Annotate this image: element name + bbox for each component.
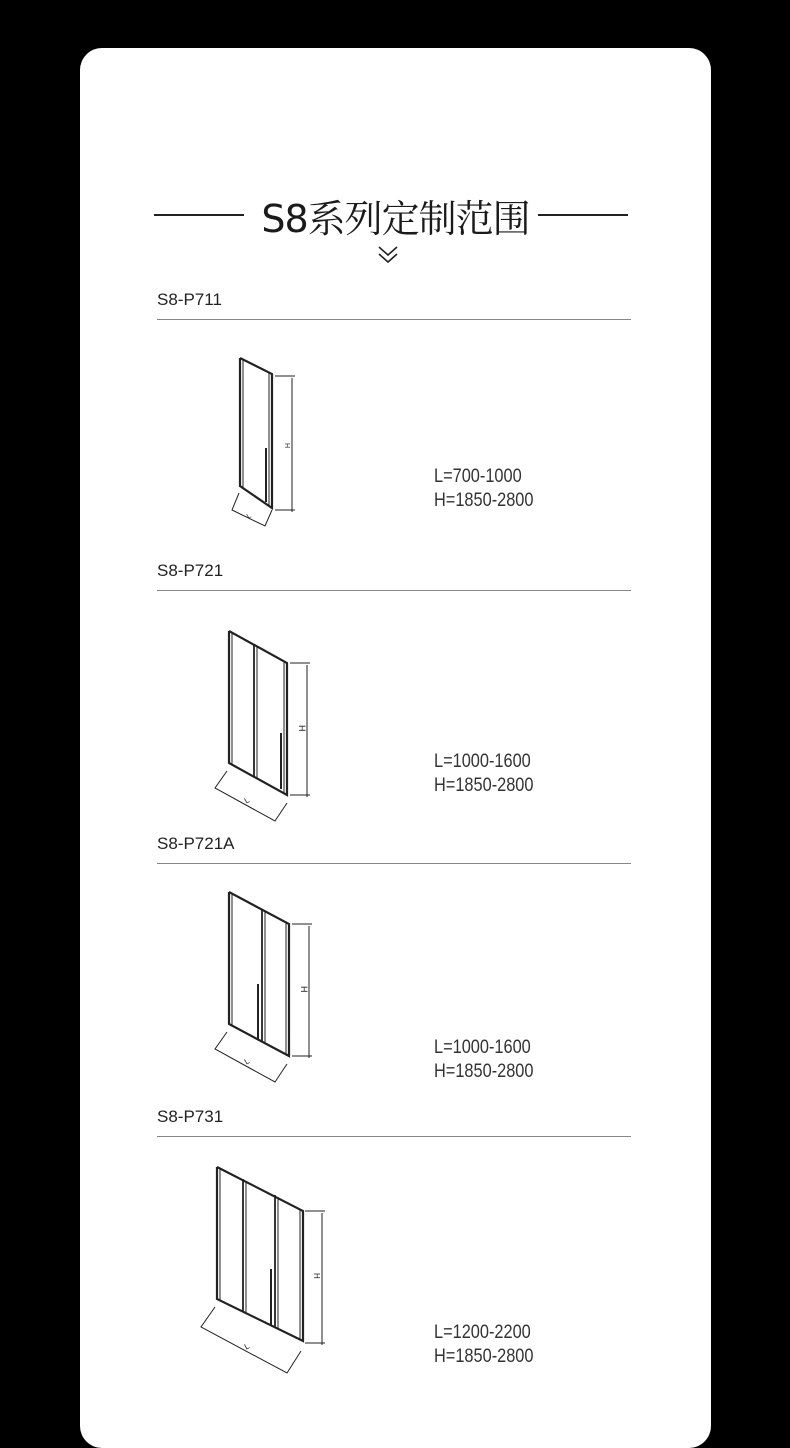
height-mark: H	[283, 443, 290, 449]
height-range: H=1850-2800	[434, 1061, 534, 1082]
height-mark: H	[312, 1273, 321, 1279]
product-specs	[434, 465, 533, 513]
page-title: S8系列定制范围	[261, 197, 530, 241]
product-model-name: S8-P721A	[157, 834, 235, 853]
product-model-name: S8-P721	[157, 561, 224, 580]
section-divider	[157, 863, 631, 864]
product-section	[157, 561, 631, 841]
double-chevron-down-icon	[377, 244, 399, 264]
length-mark: L	[242, 795, 252, 806]
length-mark: L	[245, 512, 253, 521]
section-title-row	[80, 188, 711, 241]
product-specs	[434, 1036, 533, 1084]
shower-door-diagram	[217, 350, 327, 540]
shower-door-diagram	[207, 623, 337, 823]
height-range: H=1850-2800	[434, 1346, 534, 1367]
section-divider	[157, 1136, 631, 1137]
shower-door-diagram	[195, 1159, 345, 1379]
product-model-name: S8-P731	[157, 1107, 224, 1126]
product-model-name: S8-P711	[157, 290, 222, 309]
length-range: L=700-1000	[434, 466, 522, 487]
product-section	[157, 290, 631, 540]
section-divider	[157, 590, 631, 591]
length-mark: L	[242, 1341, 252, 1352]
length-mark: L	[242, 1056, 252, 1067]
content-card	[80, 48, 711, 1448]
product-section	[157, 1107, 631, 1387]
title-divider-right	[538, 214, 628, 216]
length-range: L=1000-1600	[434, 1037, 531, 1058]
height-mark: H	[299, 986, 309, 993]
product-section	[157, 834, 631, 1104]
section-divider	[157, 319, 631, 320]
length-range: L=1000-1600	[434, 751, 531, 772]
shower-door-diagram	[207, 884, 337, 1084]
product-specs	[434, 1321, 533, 1369]
height-mark: H	[297, 725, 307, 732]
length-range: L=1200-2200	[434, 1322, 531, 1343]
height-range: H=1850-2800	[434, 490, 534, 511]
product-specs	[434, 750, 533, 798]
height-range: H=1850-2800	[434, 775, 534, 796]
